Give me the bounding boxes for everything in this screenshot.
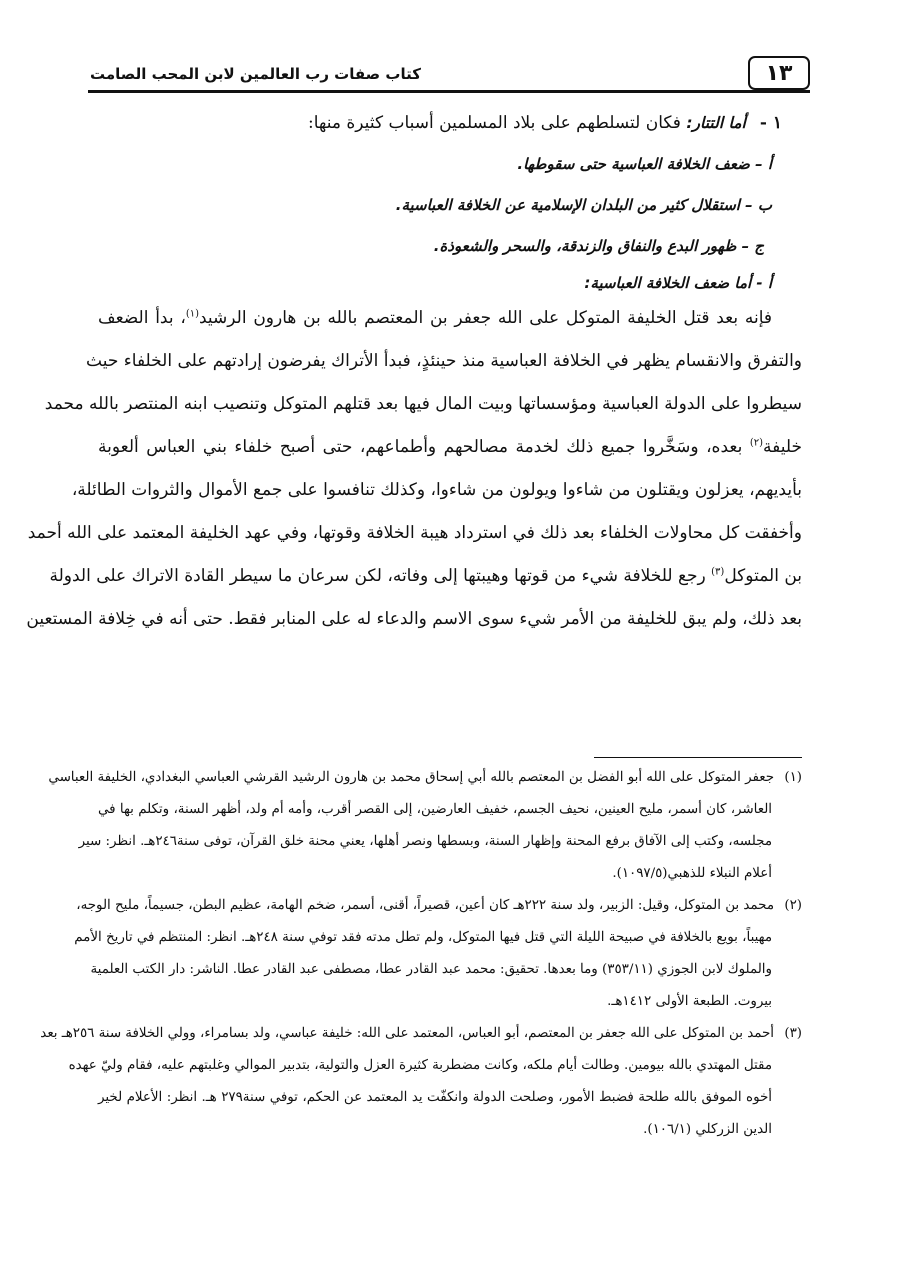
footnote-line: بيروت. الطبعة الأولى ١٤١٢هـ. [607, 994, 772, 1009]
paragraph-line: سيطروا على الدولة العباسية ومؤسساتها وبيت المال فيها بعد قتلهم المتوكل وتنصيب ابنه المنتصر بالله محمد [44, 394, 802, 414]
footnote-separator [594, 757, 802, 758]
paragraph-line: بأيديهم، يعزلون ويقتلون من شاءوا ويولون من شاءوا، وكذلك تنافسوا على جمع الأموال والثروات الطائلة، [71, 480, 802, 500]
section-subheading: أ - أما ضعف الخلافة العباسية: [584, 274, 772, 292]
footnote-line: مهيباً، بويع بالخلافة في صبيحة الليلة التي قتل فيها المتوكل، ولم تطل مدته فقد توفي سنة ٢٤٨هـ. انظر: المنتظم في تاريخ الأمم [74, 930, 772, 945]
list-number: ١ - [759, 113, 782, 133]
footnote-line: (٣)أحمد بن المتوكل على الله جعفر بن المعتصم، أبو العباس، المعتمد على الله: خليفة عباسي، ولد بسامراء، وولي الخلافة سنة ٢٥٦هـ بعد [40, 1026, 802, 1041]
cause-item: أ – ضعف الخلافة العباسية حتى سقوطها. [517, 155, 772, 173]
intro-line [308, 113, 782, 133]
footnote-mark: (٣) [784, 1026, 802, 1041]
intro-text: فكان لتسلطهم على بلاد المسلمين أسباب كثيرة منها: [308, 113, 681, 133]
intro-heading: أما التتار: [686, 114, 746, 132]
footnote-line: الدين الزركلي (١٠٦/١). [643, 1122, 772, 1137]
page-header [88, 52, 810, 92]
paragraph-line: فإنه بعد قتل الخليفة المتوكل على الله جعفر بن المعتصم بالله بن هارون الرشيد$^{(١)}$، بدأ الضعف [98, 308, 773, 328]
cause-item: ب – استقلال كثير من البلدان الإسلامية عن الخلافة العباسية. [395, 196, 772, 214]
footnote-line: أخوه الموفق بالله طلحة فضبط الأمور، وصلحت الدولة وانكفّت يد المعتمد عن الحكم، توفي سنة٢٧٩ هـ. انظر: الأعلام لخير [98, 1090, 772, 1105]
cause-item: ج – ظهور البدع والنفاق والزندقة، والسحر والشعوذة. [433, 237, 764, 255]
footnote-line: والملوك لابن الجوزي (٣٥٣/١١) وما بعدها. تحقيق: محمد عبد القادر عطا، مصطفى عبد القادر عطا. الناشر: دار الكتب العلمية [90, 962, 772, 977]
paragraph-line: والتفرق والانقسام يظهر في الخلافة العباسية منذ حينئذٍ، فبدأ الأتراك يفرضون إرادتهم على الخلفاء حيث [86, 351, 802, 371]
footnote-line: العاشر، كان أسمر، مليح العينين، نحيف الجسم، خفيف العارضين، إلى القصر أقرب، وأمه أم ولد، أظهر السنة، وتكلم بها في [98, 802, 772, 817]
running-title: كتاب صفات رب العالمين لابن المحب الصامت [90, 65, 421, 83]
page-number: ١٣ [748, 56, 810, 90]
footnote-mark: (١) [784, 770, 802, 785]
paragraph-line: خليفة$^{(٢)}$ بعده، وسَخَّروا جميع ذلك لخدمة مصالحهم وأطماعهم، حتى أصبح خلفاء بني العباس ألعوبة [98, 437, 802, 457]
footnote-line: أعلام النبلاء للذهبي(١٠٩٧/٥). [612, 866, 772, 881]
footnote-ref: (٢) [749, 437, 764, 449]
footnote-ref: (٣) [711, 566, 725, 578]
paragraph-line: وأخفقت كل محاولات الخلفاء بعد ذلك في استرداد هيبة الخلافة وقوتها، وفي عهد الخليفة المعتمد على الله أحمد [27, 523, 802, 543]
footnote-line: مجلسه، وكتب إلى الآفاق برفع المحنة وإظهار السنة، وبسطها ونصر أهلها، يعني محنة خلق القرآن، توفى سنة٢٤٦هـ. انظر: سير [78, 834, 772, 849]
footnote-mark: (٢) [784, 898, 802, 913]
footnote-ref: (١) [185, 308, 199, 320]
paragraph-line: بن المتوكل$^{(٣)}$ رجع للخلافة شيء من قوتها وهيبتها إلى وفاته، لكن سرعان ما سيطر القادة الاتراك على الدولة [49, 566, 802, 586]
paragraph-line: بعد ذلك، ولم يبق للخليفة من الأمر شيء سوى الاسم والدعاء له على المنابر فقط. حتى أنه في خِلافة المستعين [26, 609, 802, 629]
footnote-line: (٢)محمد بن المتوكل، وقيل: الزبير، ولد سنة ٢٢٢هـ كان أعين، قصيراً، أقنى، أسمر، ضخم الهامة، عظيم البطن، جسيماً، مليح الوجه، [76, 898, 802, 913]
header-rule [88, 90, 810, 93]
footnote-line: (١)جعفر المتوكل على الله أبو الفضل بن المعتصم بالله أبي إسحاق محمد بن هارون الرشيد القرشي العباسي البغدادي، الخليفة العباسي [48, 770, 802, 785]
footnote-line: مقتل المهتدي بالله بيومين. وطالت أيام ملكه، وكانت مضطربة كثيرة العزل والتولية، بتدبير الموالي وغلبتهم عليه، فقام وليّ عهده [68, 1058, 772, 1073]
